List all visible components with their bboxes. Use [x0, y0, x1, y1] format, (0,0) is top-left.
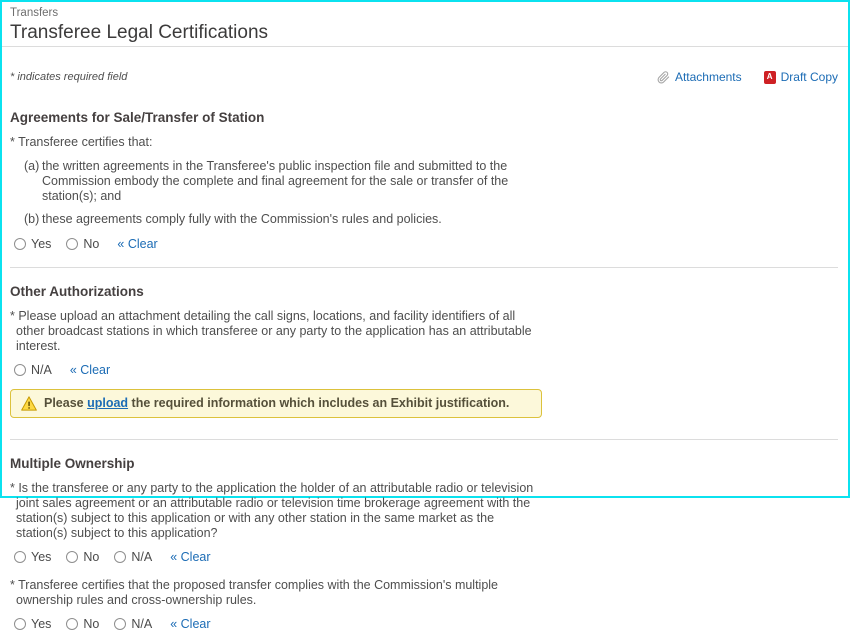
section-heading-agreements: Agreements for Sale/Transfer of Station: [10, 110, 265, 125]
pdf-icon: A: [764, 71, 776, 84]
paperclip-icon: [657, 71, 670, 84]
radio-label-na[interactable]: N/A: [131, 617, 153, 631]
warning-text-pre: Please: [44, 396, 88, 410]
item-b-label: (b): [24, 212, 40, 226]
q1-radio-na[interactable]: [114, 550, 152, 564]
multiple-ownership-question2: * Transferee certifies that the proposed transfer complies with the Commission's multiple ownership rules and cross-ownership rules.: [10, 578, 499, 607]
radio-label-no[interactable]: No: [83, 237, 100, 251]
draft-copy-label: Draft Copy: [780, 70, 838, 84]
item-b-text: these agreements comply fully with the Commission's rules and policies.: [42, 212, 442, 226]
agreements-radio-group: [10, 237, 838, 251]
page-title: Transferee Legal Certifications: [10, 22, 269, 43]
item-a-text: the written agreements in the Transferee's public inspection file and submitted to the Commission embody the complete and final agreement for the sale or transfer of the station(s); and: [42, 159, 509, 203]
radio-label-yes[interactable]: Yes: [31, 617, 52, 631]
radio-label-na[interactable]: N/A: [31, 363, 52, 377]
q2-radio-yes[interactable]: [14, 617, 51, 631]
radio-circle-icon[interactable]: [14, 238, 26, 250]
section-heading-multiple-ownership: Multiple Ownership: [10, 456, 135, 471]
draft-copy-link[interactable]: [764, 70, 838, 84]
other-authorizations-radio-group: [10, 363, 838, 377]
agreements-radio-no[interactable]: [66, 237, 99, 251]
q1-radio-yes[interactable]: [14, 550, 51, 564]
radio-label-yes[interactable]: Yes: [31, 550, 52, 564]
warning-text: [44, 396, 509, 411]
item-a-label: (a): [24, 159, 40, 173]
other-authorizations-question: * Please upload an attachment detailing the call signs, locations, and facility identifiers of all other broadcast stations in which transferee or any party to the application has an attributable interest.: [10, 309, 532, 353]
radio-circle-icon[interactable]: [114, 551, 126, 563]
radio-circle-icon[interactable]: [66, 551, 78, 563]
required-field-note: * indicates required field: [10, 71, 128, 83]
radio-label-no[interactable]: No: [83, 617, 100, 631]
multiple-ownership-question1: * Is the transferee or any party to the application the holder of an attributable radio or television joint sales agreement or an attributable radio or television time brokerage agreement with the station(s) subject to this application or with any other station in the same market as the station(s) subject to this application?: [10, 481, 534, 540]
header-links: [657, 70, 838, 84]
agreements-radio-yes[interactable]: [14, 237, 51, 251]
q1-clear-link[interactable]: « Clear: [170, 550, 211, 564]
upload-link[interactable]: upload: [87, 396, 129, 410]
agreements-clear-link[interactable]: « Clear: [117, 237, 158, 251]
agreements-intro: * Transferee certifies that:: [10, 135, 153, 149]
radio-circle-icon[interactable]: [14, 551, 26, 563]
warning-triangle-icon: [21, 396, 37, 411]
page-header: [2, 2, 848, 43]
other-authorizations-clear-link[interactable]: « Clear: [69, 363, 111, 377]
multiple-ownership-q1-radio-group: [10, 550, 838, 564]
warning-text-post: the required information which includes an Exhibit justification.: [128, 396, 510, 410]
radio-circle-icon[interactable]: [14, 618, 26, 630]
other-authorizations-radio-na[interactable]: [14, 363, 52, 377]
header-divider: [2, 46, 848, 47]
multiple-ownership-q2-radio-group: [10, 617, 838, 631]
attachments-label: Attachments: [674, 70, 742, 84]
q2-radio-no[interactable]: [66, 617, 99, 631]
q2-radio-na[interactable]: [114, 617, 152, 631]
meta-row: [2, 70, 848, 84]
radio-circle-icon[interactable]: [66, 618, 78, 630]
agreements-item-a: [10, 159, 556, 204]
agreements-item-b: [10, 212, 556, 227]
q2-clear-link[interactable]: « Clear: [170, 617, 211, 631]
radio-label-na[interactable]: N/A: [131, 550, 153, 564]
radio-circle-icon[interactable]: [14, 364, 26, 376]
breadcrumb: Transfers: [10, 7, 59, 19]
section-heading-other-authorizations: Other Authorizations: [10, 284, 144, 299]
radio-label-no[interactable]: No: [83, 550, 100, 564]
radio-label-yes[interactable]: Yes: [31, 237, 52, 251]
attachments-link[interactable]: [657, 70, 742, 84]
q1-radio-no[interactable]: [66, 550, 99, 564]
radio-circle-icon[interactable]: [114, 618, 126, 630]
section-divider: [10, 267, 838, 268]
section-divider: [10, 439, 838, 440]
upload-warning-alert: [10, 389, 542, 418]
radio-circle-icon[interactable]: [66, 238, 78, 250]
